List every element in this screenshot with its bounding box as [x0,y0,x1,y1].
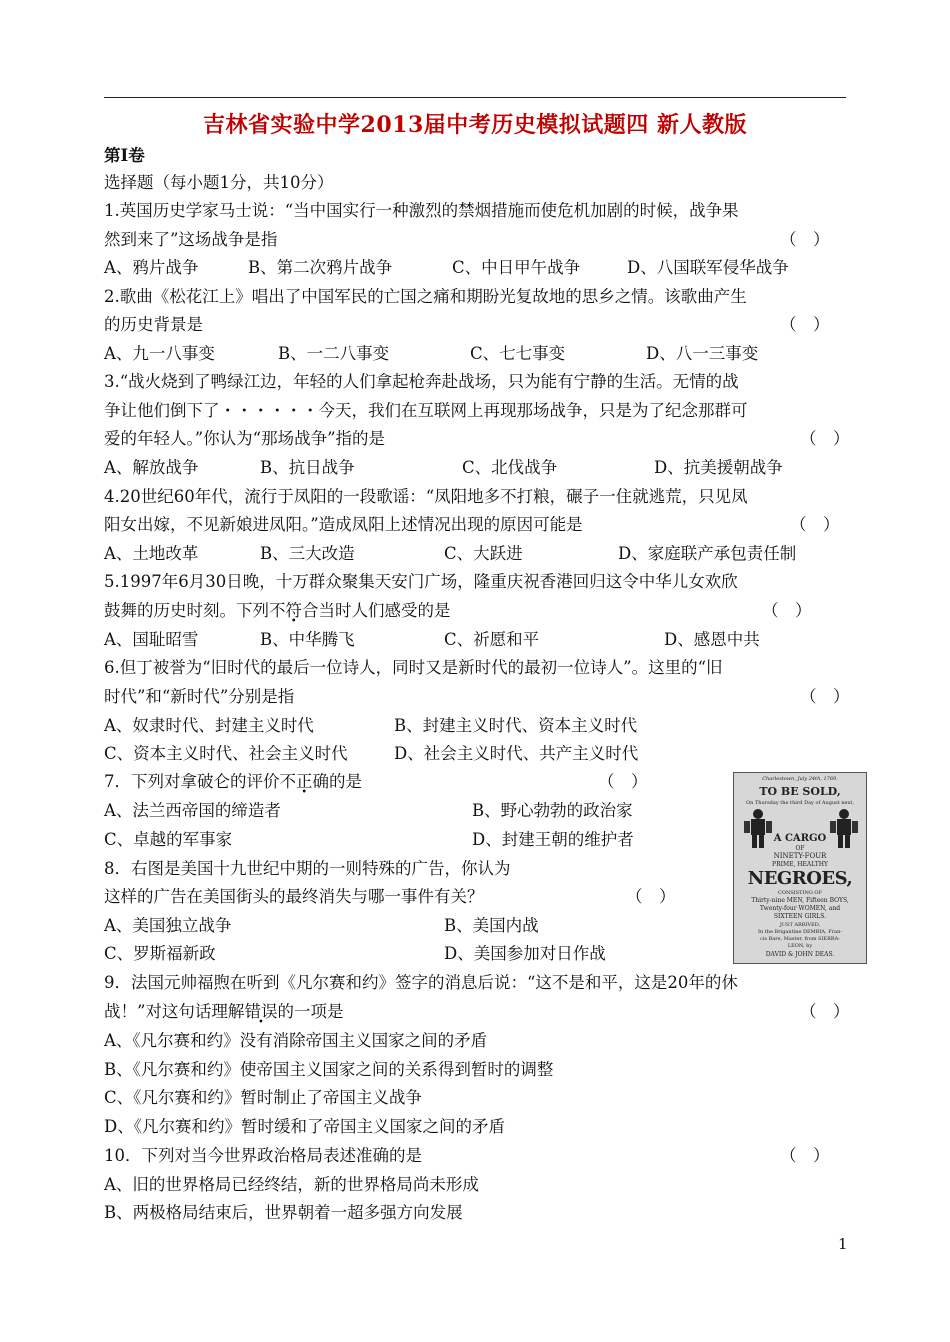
q4-line1: 4.20世纪60年代，流行于凤阳的一段歌谣：“凤阳地多不打粮，碾子一住就逃荒，只见凤 [104,487,748,506]
ad-line16: DAVID & JOHN DEAS. [765,951,835,958]
q9-option-c: C、《凡尔赛和约》暂时制止了帝国主义战争 [104,1088,422,1107]
ad-line15: LEON, by [787,943,813,949]
q2-option-b: B、一二八事变 [278,344,390,363]
q8-line2: 这样的广告在美国街头的最终消失与哪一事件有关？ [104,887,484,906]
q7-option-d: D、封建王朝的维护者 [472,830,634,849]
ad-line11: SIXTEEN GIRLS. [773,913,827,920]
q6-option-b: B、封建主义时代、资本主义时代 [394,716,638,735]
q8-option-b: B、美国内战 [444,916,539,935]
q4-answer-paren: （ ） [790,515,840,534]
q7-answer-paren: （ ） [598,772,648,791]
q1-line2: 然到来了”这场战争是指 [104,230,278,249]
q3-option-d: D、抗美援朝战争 [654,458,783,477]
q1-option-a: A、鸦片战争 [104,258,199,277]
q8-line1: 8．右图是美国十九世纪中期的一则特殊的广告，你认为 [104,859,511,878]
q6-option-c: C、资本主义时代、社会主义时代 [104,744,348,763]
q9-option-b: B、《凡尔赛和约》使帝国主义国家之间的关系得到暂时的调整 [104,1060,554,1079]
q7-line1-start: 7．下列对拿破仑的评价 [104,772,280,791]
q1-answer-paren: （ ） [780,230,830,249]
ad-line13: In the Brigantine DEMBIA, Fran- [758,929,842,935]
ad-negroes: NEGROES, [747,868,853,889]
q9-emphasis: 错误 [244,1002,278,1021]
ad-line12: JUST ARRIVED, [779,922,821,928]
q7-line1-end: 的是 [329,772,362,791]
q10-option-a: A、旧的世界格局已经终结，新的世界格局尚未形成 [104,1175,479,1194]
ad-line10: Twenty-four WOMEN, and [759,905,841,912]
q4-option-c: C、大跃进 [444,544,523,563]
q6-option-a: A、奴隶时代、封建主义时代 [104,716,314,735]
ad-line9: Thirty-nine MEN, Fifteen BOYS, [751,897,849,904]
q2-line1: 2.歌曲《松花江上》唱出了中国军民的亡国之痛和期盼光复故地的思乡之情。该歌曲产生 [104,287,747,306]
q5-line2-end: 当时人们感受的是 [318,601,451,620]
q3-line2: 争让他们倒下了・・・・・・今天，我们在互联网上再现那场战争，只是为了纪念那群可 [104,401,748,420]
q6-answer-paren: （ ） [800,687,850,706]
q5-option-d: D、感恩中共 [664,630,760,649]
q7-option-a: A、法兰西帝国的缔造者 [104,801,281,820]
ad-line3: A CARGO [773,833,827,844]
q5-option-b: B、中华腾飞 [260,630,355,649]
q7-line1 [104,772,362,792]
ad-line14: cis Bare, Master, from SIERRA- [760,936,840,942]
q7-emphasis: 不正确 [279,772,329,791]
page-title: 吉林省实验中学2013届中考历史模拟试题四 新人教版 [203,112,747,138]
q2-line2: 的历史背景是 [104,315,203,334]
q9-line2-start: 战！”对这句话理解 [104,1002,245,1021]
ad-line8: CONSISTING OF [778,890,822,896]
q6-option-d: D、社会主义时代、共产主义时代 [394,744,639,763]
q2-answer-paren: （ ） [780,315,830,334]
q8-option-d: D、美国参加对日作战 [444,944,606,963]
ad-line6: PRIME, HEALTHY [772,861,828,868]
ad-date: Charlestown, July 24th, 1769. [762,776,838,782]
q6-line1: 6.但丁被誉为“旧时代的最后一位诗人，同时又是新时代的最初一位诗人”。这里的“旧 [104,658,723,677]
q2-option-d: D、八一三事变 [646,344,759,363]
q8-option-c: C、罗斯福新政 [104,944,216,963]
q10-line1: 10．下列对当今世界政治格局表述准确的是 [104,1146,422,1165]
instructions: 选择题（每小题1分，共10分） [104,173,334,192]
q2-option-a: A、九一八事变 [104,344,215,363]
q3-option-c: C、北伐战争 [462,458,558,477]
q5-emphasis: 不符合 [269,601,319,620]
ad-heading: TO BE SOLD, [759,785,841,798]
q5-line2 [104,601,451,621]
section-heading: 第Ⅰ卷 [104,146,145,165]
q1-option-c: C、中日甲午战争 [452,258,581,277]
header-rule [104,97,846,98]
ad-line4: OF [795,845,805,852]
q8-answer-paren: （ ） [626,887,676,906]
q9-line2 [104,1002,343,1022]
q7-option-b: B、野心勃勃的政治家 [472,801,633,820]
q9-option-d: D、《凡尔赛和约》暂时缓和了帝国主义国家之间的矛盾 [104,1117,505,1136]
q9-line2-end: 的一项是 [277,1002,344,1021]
ad-line5: NINETY-FOUR [773,852,827,860]
q5-line1: 5.1997年6月30日晚，十万群众聚集天安门广场，隆重庆祝香港回归这令中华儿女欢欣 [104,572,738,591]
q5-answer-paren: （ ） [762,601,812,620]
q3-line1: 3.“战火烧到了鸭绿江边，年轻的人们拿起枪奔赴战场，只为能有宁静的生活。无情的战 [104,372,739,391]
q9-line1: 9．法国元帅福煦在听到《凡尔赛和约》签字的消息后说：“这不是和平，这是20年的休 [104,973,738,992]
q4-line2: 阳女出嫁，不见新娘进凤阳。”造成凤阳上述情况出现的原因可能是 [104,515,583,534]
q6-line2: 时代”和“新时代”分别是指 [104,687,295,706]
q4-option-b: B、三大改造 [260,544,355,563]
ad-line2: On Thursday the third Day of August next, [746,800,854,806]
q3-option-b: B、抗日战争 [260,458,355,477]
q8-option-a: A、美国独立战争 [104,916,232,935]
q5-option-a: A、国耻昭雪 [104,630,199,649]
q5-line2-start: 鼓舞的历史时刻。下列 [104,601,269,620]
q5-option-c: C、祈愿和平 [444,630,540,649]
q3-answer-paren: （ ） [800,429,850,448]
q1-line1: 1.英国历史学家马士说：“当中国实行一种激烈的禁烟措施而使危机加剧的时候，战争果 [104,201,739,220]
q9-answer-paren: （ ） [800,1002,850,1021]
q3-option-a: A、解放战争 [104,458,199,477]
q3-line3: 爱的年轻人。”你认为“那场战争”指的是 [104,429,386,448]
q1-option-d: D、八国联军侵华战争 [627,258,789,277]
q1-option-b: B、第二次鸦片战争 [248,258,393,277]
slave-sale-advertisement-image [733,772,867,964]
q9-option-a: A、《凡尔赛和约》没有消除帝国主义国家之间的矛盾 [104,1031,488,1050]
q4-option-d: D、家庭联产承包责任制 [618,544,797,563]
q7-option-c: C、卓越的军事家 [104,830,233,849]
q2-option-c: C、七七事变 [470,344,566,363]
q10-answer-paren: （ ） [780,1146,830,1165]
page-number: 1 [838,1235,848,1253]
q4-option-a: A、土地改革 [104,544,199,563]
q10-option-b: B、两极格局结束后，世界朝着一超多强方向发展 [104,1203,463,1222]
